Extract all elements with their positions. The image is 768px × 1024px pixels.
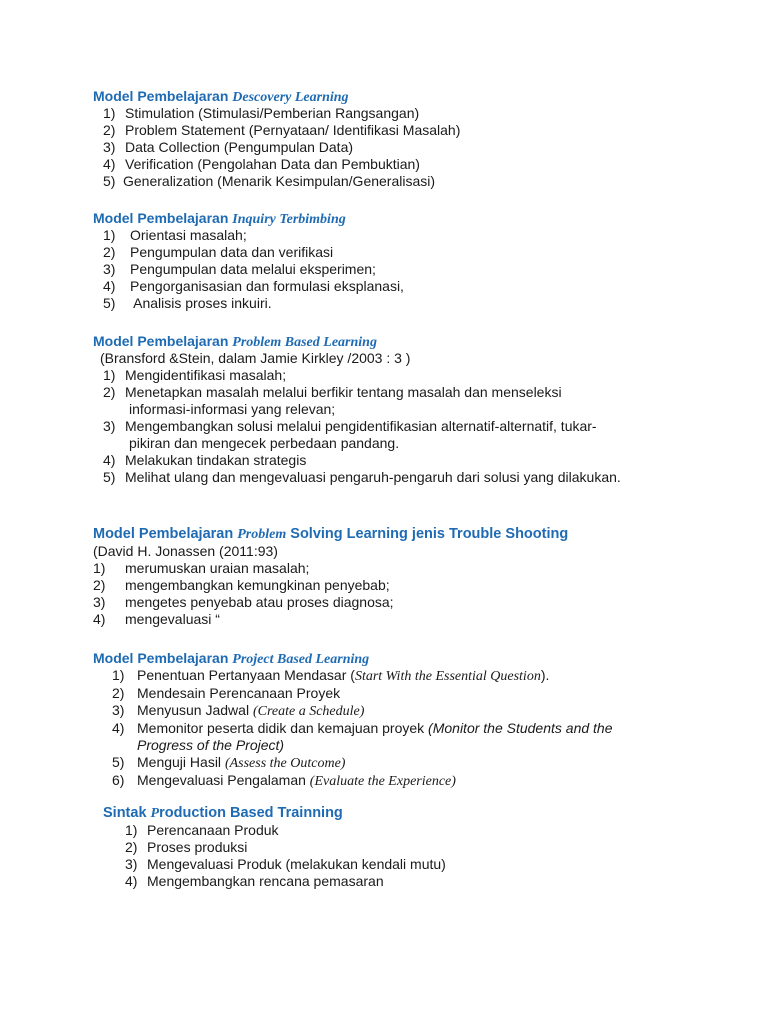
list-item: 2) Menetapkan masalah melalui berfikir tentang masalah dan menseleksi <box>103 384 562 400</box>
list-item: 4) Mengembangkan rencana pemasaran <box>125 873 384 889</box>
list-item: 3) Mengevaluasi Produk (melakukan kendali mutu) <box>125 856 446 872</box>
list-item-continuation: Progress of the Project) <box>137 737 285 753</box>
section-production-based <box>103 805 343 822</box>
problem-based-source <box>100 350 410 367</box>
section-project-based <box>93 650 369 668</box>
list-item: 3) mengetes penyebab atau proses diagnosa; <box>93 594 394 610</box>
list-item: 5) Menguji Hasil (Assess the Outcome) <box>112 754 346 771</box>
citation: (Bransford &Stein, dalam Jamie Kirkley /2003 : 3 ) <box>100 350 411 366</box>
list-item: 2) Pengumpulan data dan verifikasi <box>103 244 334 260</box>
section-heading: Model Pembelajaran Project Based Learning <box>93 650 370 667</box>
list-item: 3) Menyusun Jadwal (Create a Schedule) <box>112 702 365 719</box>
list-item-continuation: pikiran dan mengecek perbedaan pandang. <box>129 435 400 451</box>
problem-solving-source <box>93 543 278 560</box>
list-item: 4) Melakukan tindakan strategis <box>103 452 307 468</box>
section-discovery-learning <box>93 88 349 106</box>
list-item: 2) mengembangkan kemungkinan penyebab; <box>93 577 390 593</box>
section-heading: Sintak Production Based Trainning <box>103 805 343 821</box>
list-item: 4) mengevaluasi “ <box>93 611 220 627</box>
section-heading: Model Pembelajaran Problem Solving Learning jenis Trouble Shooting <box>93 526 569 542</box>
section-inquiry <box>93 210 346 228</box>
section-heading: Model Pembelajaran Problem Based Learning <box>93 333 377 350</box>
list-item: 5) Generalization (Menarik Kesimpulan/Generalisasi) <box>103 173 436 189</box>
list-item-continuation: informasi-informasi yang relevan; <box>129 401 336 417</box>
production-based-list <box>125 822 446 890</box>
list-item: 5) Analisis proses inkuiri. <box>103 295 272 311</box>
list-item: 4) Memonitor peserta didik dan kemajuan proyek (Monitor the Students and the <box>112 720 613 736</box>
list-item: 4) Pengorganisasian dan formulasi eksplanasi, <box>103 278 404 294</box>
discovery-list <box>103 105 460 190</box>
section-heading: Model Pembelajaran Inquiry Terbimbing <box>93 210 346 227</box>
problem-based-list <box>103 367 621 486</box>
list-item: 1) Penentuan Pertanyaan Mendasar (Start With the Essential Question). <box>112 667 550 684</box>
list-item: 1) Stimulation (Stimulasi/Pemberian Rangsangan) <box>103 105 420 121</box>
inquiry-list <box>103 227 404 312</box>
list-item: 1) merumuskan uraian masalah; <box>93 560 310 576</box>
list-item: 5) Melihat ulang dan mengevaluasi pengaruh-pengaruh dari solusi yang dilakukan. <box>103 469 621 485</box>
section-problem-based <box>93 333 377 351</box>
list-item: 2) Proses produksi <box>125 839 248 855</box>
section-problem-solving <box>93 526 568 543</box>
list-item: 1) Perencanaan Produk <box>125 822 279 838</box>
list-item: 3) Pengumpulan data melalui eksperimen; <box>103 261 376 277</box>
list-item: 2) Problem Statement (Pernyataan/ Identifikasi Masalah) <box>103 122 461 138</box>
list-item: 2) Mendesain Perencanaan Proyek <box>112 685 341 701</box>
section-heading: Model Pembelajaran Descovery Learning <box>93 88 349 105</box>
list-item: 4) Verification (Pengolahan Data dan Pembuktian) <box>103 156 420 172</box>
list-item: 3) Data Collection (Pengumpulan Data) <box>103 139 354 155</box>
list-item: 3) Mengembangkan solusi melalui pengidentifikasian alternatif-alternatif, tukar- <box>103 418 597 434</box>
list-item: 1) Mengidentifikasi masalah; <box>103 367 287 383</box>
citation: (David H. Jonassen (2011:93) <box>93 543 278 559</box>
problem-solving-list <box>93 560 394 628</box>
list-item: 1) Orientasi masalah; <box>103 227 247 243</box>
list-item: 6) Mengevaluasi Pengalaman (Evaluate the Experience) <box>112 772 456 789</box>
project-based-list <box>112 667 613 790</box>
